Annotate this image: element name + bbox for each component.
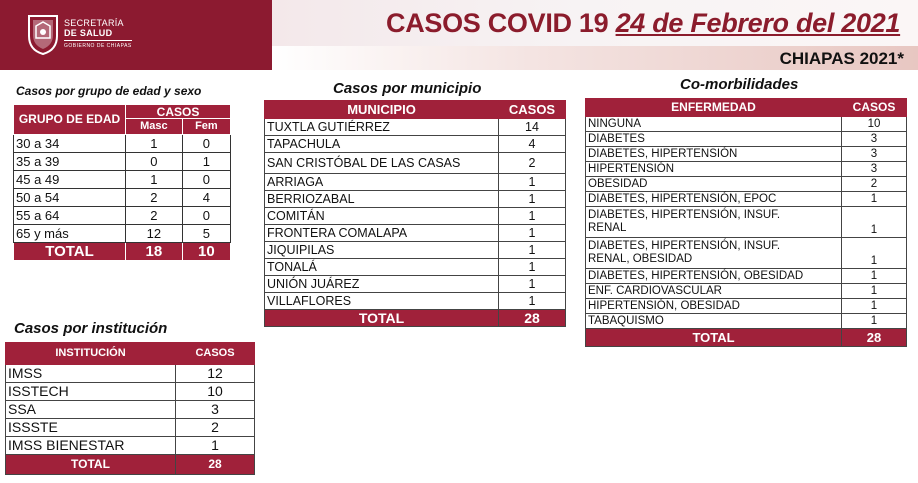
total-label: TOTAL xyxy=(6,455,176,475)
col-cases-header: CASOS xyxy=(126,105,231,119)
table-row xyxy=(265,259,566,276)
disease-name: ENF. CARDIOVASCULAR xyxy=(586,284,842,299)
title-prefix: CASOS COVID 19 xyxy=(386,8,609,38)
disease-name: DIABETES, HIPERTENSIÓN, OBESIDAD xyxy=(586,269,842,284)
municipality-cases: 1 xyxy=(499,225,566,242)
disease-cases: 10 xyxy=(842,117,907,132)
municipality-name: TUXTLA GUTIÉRREZ xyxy=(265,119,499,136)
female-count: 0 xyxy=(182,135,230,153)
institution-name: SSA xyxy=(6,401,176,419)
disease-name: HIPERTENSIÓN xyxy=(586,162,842,177)
table-row xyxy=(14,153,231,171)
disease-name: DIABETES, HIPERTENSIÓN, EPOC xyxy=(586,192,842,207)
municipality-cases: 1 xyxy=(499,276,566,293)
disease-name xyxy=(586,207,842,238)
municipality-name: SAN CRISTÓBAL DE LAS CASAS xyxy=(265,153,499,174)
municipality-cases: 4 xyxy=(499,136,566,153)
municipality-name: TAPACHULA xyxy=(265,136,499,153)
institution-cases: 12 xyxy=(176,365,255,383)
table-row xyxy=(265,136,566,153)
table-row xyxy=(586,192,907,207)
table-row xyxy=(6,401,255,419)
municipality-name: VILLAFLORES xyxy=(265,293,499,310)
disease-cases: 1 xyxy=(842,192,907,207)
table-row xyxy=(265,153,566,174)
logo-line-3: GOBIERNO DE CHIAPAS xyxy=(64,40,132,50)
disease-name: NINGUNA xyxy=(586,117,842,132)
female-count: 4 xyxy=(182,189,230,207)
table-row xyxy=(265,119,566,136)
table-row xyxy=(14,225,231,243)
table-row xyxy=(265,293,566,310)
total-female: 10 xyxy=(182,243,230,261)
institution-cases: 10 xyxy=(176,383,255,401)
institution-cases: 2 xyxy=(176,419,255,437)
municipality-cases: 1 xyxy=(499,259,566,276)
male-count: 0 xyxy=(126,153,183,171)
disease-cases: 1 xyxy=(842,238,907,269)
disease-cases: 1 xyxy=(842,314,907,329)
table-row xyxy=(586,238,907,269)
age-group: 30 a 34 xyxy=(14,135,126,153)
col-female-header: Fem xyxy=(182,119,230,135)
disease-name: TABAQUISMO xyxy=(586,314,842,329)
municipality-name: ARRIAGA xyxy=(265,174,499,191)
male-count: 1 xyxy=(126,135,183,153)
disease-name-line-1: DIABETES, HIPERTENSIÓN, INSUF. xyxy=(588,209,781,221)
age-section-title: Casos por grupo de edad y sexo xyxy=(16,84,202,98)
disease-name-line-2: RENAL, OBESIDAD xyxy=(588,253,693,265)
col-cases-header: CASOS xyxy=(842,99,907,117)
total-cases: 28 xyxy=(842,329,907,347)
disease-cases: 1 xyxy=(842,299,907,314)
logo-line-1: SECRETARÍA xyxy=(64,18,124,28)
coat-of-arms-icon xyxy=(26,12,60,56)
total-male: 18 xyxy=(126,243,183,261)
table-row xyxy=(586,162,907,177)
male-count: 1 xyxy=(126,171,183,189)
institution-name: ISSTECH xyxy=(6,383,176,401)
total-cases: 28 xyxy=(176,455,255,475)
municipality-name: FRONTERA COMALAPA xyxy=(265,225,499,242)
table-row xyxy=(6,437,255,455)
table-row xyxy=(265,208,566,225)
institution-cases: 3 xyxy=(176,401,255,419)
total-label: TOTAL xyxy=(586,329,842,347)
disease-name: OBESIDAD xyxy=(586,177,842,192)
age-group: 45 a 49 xyxy=(14,171,126,189)
total-label: TOTAL xyxy=(14,243,126,261)
age-group: 50 a 54 xyxy=(14,189,126,207)
disease-cases: 1 xyxy=(842,207,907,238)
age-group: 55 a 64 xyxy=(14,207,126,225)
table-row xyxy=(586,299,907,314)
total-cases: 28 xyxy=(499,310,566,327)
table-row xyxy=(265,242,566,259)
disease-cases: 2 xyxy=(842,177,907,192)
table-row xyxy=(6,383,255,401)
total-row xyxy=(265,310,566,327)
disease-name: DIABETES xyxy=(586,132,842,147)
municipality-table xyxy=(264,100,566,327)
disease-name: DIABETES, HIPERTENSIÓN xyxy=(586,147,842,162)
disease-name: HIPERTENSIÓN, OBESIDAD xyxy=(586,299,842,314)
logo-text xyxy=(64,18,132,50)
municipality-cases: 1 xyxy=(499,293,566,310)
municipality-name: COMITÁN xyxy=(265,208,499,225)
municipality-cases: 1 xyxy=(499,191,566,208)
total-row xyxy=(6,455,255,475)
table-row xyxy=(14,207,231,225)
institution-name: IMSS BIENESTAR xyxy=(6,437,176,455)
disease-cases: 1 xyxy=(842,269,907,284)
institution-cases: 1 xyxy=(176,437,255,455)
table-row xyxy=(14,171,231,189)
municipality-name: TONALÁ xyxy=(265,259,499,276)
table-row xyxy=(6,419,255,437)
disease-cases: 3 xyxy=(842,132,907,147)
col-municipality-header: MUNICIPIO xyxy=(265,101,499,119)
female-count: 0 xyxy=(182,207,230,225)
col-male-header: Masc xyxy=(126,119,183,135)
institution-name: ISSSTE xyxy=(6,419,176,437)
col-cases-header: CASOS xyxy=(176,343,255,365)
institution-table xyxy=(5,342,255,475)
disease-cases: 1 xyxy=(842,284,907,299)
age-group: 65 y más xyxy=(14,225,126,243)
municipality-cases: 1 xyxy=(499,174,566,191)
disease-cases: 3 xyxy=(842,147,907,162)
table-row xyxy=(265,191,566,208)
table-row xyxy=(586,284,907,299)
col-institution-header: INSTITUCIÓN xyxy=(6,343,176,365)
age-table xyxy=(13,104,231,261)
header xyxy=(0,0,918,70)
table-row xyxy=(14,135,231,153)
col-group-header: GRUPO DE EDAD xyxy=(14,105,126,135)
comorbidity-section-title: Co-morbilidades xyxy=(680,76,799,93)
female-count: 1 xyxy=(182,153,230,171)
table-row xyxy=(586,147,907,162)
male-count: 2 xyxy=(126,189,183,207)
logo-line-2: DE SALUD xyxy=(64,28,113,38)
table-row xyxy=(586,269,907,284)
municipality-section-title: Casos por municipio xyxy=(333,80,482,97)
municipality-cases: 1 xyxy=(499,208,566,225)
table-row xyxy=(6,365,255,383)
col-cases-header: CASOS xyxy=(499,101,566,119)
female-count: 0 xyxy=(182,171,230,189)
disease-name-line-1: DIABETES, HIPERTENSIÓN, INSUF. xyxy=(588,240,781,252)
comorbidity-table xyxy=(585,98,907,347)
female-count: 5 xyxy=(182,225,230,243)
total-row xyxy=(586,329,907,347)
table-row xyxy=(14,189,231,207)
municipality-cases: 2 xyxy=(499,153,566,174)
institution-name: IMSS xyxy=(6,365,176,383)
disease-name-line-2: RENAL xyxy=(588,222,627,234)
table-row xyxy=(586,314,907,329)
page-subtitle: CHIAPAS 2021* xyxy=(779,49,904,68)
page-title xyxy=(386,8,900,39)
municipality-cases: 14 xyxy=(499,119,566,136)
table-row xyxy=(586,177,907,192)
municipality-name: JIQUIPILAS xyxy=(265,242,499,259)
institution-section-title: Casos por institución xyxy=(14,320,168,337)
disease-name xyxy=(586,238,842,269)
table-row xyxy=(586,207,907,238)
table-row xyxy=(265,225,566,242)
male-count: 2 xyxy=(126,207,183,225)
municipality-cases: 1 xyxy=(499,242,566,259)
title-date: 24 de Febrero del 2021 xyxy=(615,8,901,38)
total-row xyxy=(14,243,231,261)
table-row xyxy=(265,276,566,293)
col-disease-header: ENFERMEDAD xyxy=(586,99,842,117)
male-count: 12 xyxy=(126,225,183,243)
municipality-name: BERRIOZABAL xyxy=(265,191,499,208)
age-group: 35 a 39 xyxy=(14,153,126,171)
table-row xyxy=(586,117,907,132)
total-label: TOTAL xyxy=(265,310,499,327)
municipality-name: UNIÓN JUÁREZ xyxy=(265,276,499,293)
table-row xyxy=(586,132,907,147)
disease-cases: 3 xyxy=(842,162,907,177)
table-row xyxy=(265,174,566,191)
